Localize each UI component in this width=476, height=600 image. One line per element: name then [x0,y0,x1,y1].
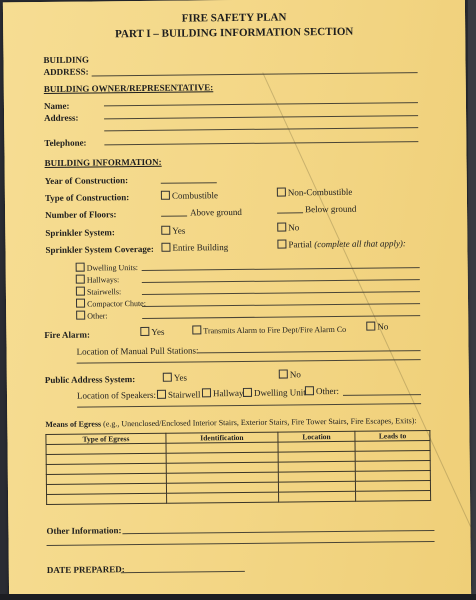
above-ground-label: Above ground [190,206,242,218]
form-paper [3,0,471,600]
coverage-item-dwelling[interactable] [76,262,138,273]
combustible-option[interactable] [161,190,218,201]
checkbox-icon[interactable] [366,322,375,331]
address-label: ADDRESS: [43,66,89,78]
egress-table [45,430,431,505]
hallway-option[interactable] [202,388,244,398]
egress-cell[interactable] [167,492,279,503]
date-prepared-field[interactable] [121,571,245,573]
above-floors-field[interactable] [161,216,187,217]
checkbox-icon[interactable] [163,373,172,382]
building-label: BUILDING [43,54,90,66]
coverage-item-hallways[interactable] [76,274,120,284]
checkbox-icon[interactable] [192,325,201,334]
other-info-field-2[interactable] [47,541,435,546]
checkbox-icon[interactable] [202,388,211,397]
telephone-label: Telephone: [44,137,87,149]
speakers-field-2[interactable] [77,403,421,408]
yes-label: Yes [172,225,186,236]
year-field[interactable] [161,182,217,184]
pull-stations-field[interactable] [197,350,421,353]
alarm-no-option[interactable] [366,321,388,331]
hallway-label: Hallway [212,387,244,399]
transmits-option[interactable] [192,324,346,336]
pull-stations-field-2[interactable] [77,359,421,364]
coverage-item-label: Other: [87,311,108,321]
dwelling-unit-option[interactable] [243,387,306,398]
coverage-item-label: Dwelling Units: [86,263,139,273]
egress-column-header: Leads to [355,430,430,441]
noncombustible-option[interactable] [277,187,353,198]
checkbox-icon[interactable] [140,327,149,336]
form-subtitle: PART I – BUILDING INFORMATION SECTION [115,25,354,41]
partial-option[interactable] [277,238,406,249]
coverage-item-label: Compactor Chute: [86,298,146,309]
sprinkler-yes-option[interactable] [161,226,185,236]
owner-heading: BUILDING OWNER/REPRESENTATIVE: [43,82,214,95]
checkbox-icon[interactable] [305,386,314,395]
speaker-other-option[interactable] [305,386,339,396]
pull-stations-label: Location of Manual Pull Stations: [76,345,199,357]
floors-label: Number of Floors: [45,209,117,221]
other-label: Other: [315,385,340,397]
yes-label: Yes [151,326,165,337]
other-info-label: Other Information: [46,525,122,537]
form-title: FIRE SAFETY PLAN [181,11,287,25]
transmits-label: Transmits Alarm to Fire Dept/Fire Alarm Co [203,324,347,336]
checkbox-icon[interactable] [76,287,85,296]
entire-building-option[interactable] [161,242,228,253]
egress-cell[interactable] [356,490,431,501]
egress-label: Means of Egress [45,419,102,430]
coverage-item-stairwells[interactable] [76,286,121,296]
date-prepared-label: DATE PREPARED: [46,564,125,576]
egress-note: (e.g., Unenclosed/Enclosed Interior Stairs, Exterior Stairs, Fire Tower Stairs, Fire Escapes, Exits): [103,416,417,429]
dwelling-unit-label: Dwelling Unit [253,387,306,398]
no-label: No [377,321,389,332]
checkbox-icon[interactable] [76,263,85,272]
egress-table-body [46,440,431,504]
egress-cell[interactable] [278,491,355,502]
owner-address-label: Address: [44,112,79,124]
pa-yes-option[interactable] [163,373,187,383]
checkbox-icon[interactable] [243,388,252,397]
stairwell-label: Stairwell [167,389,201,400]
coverage-label: Sprinkler System Coverage: [45,243,154,256]
egress-line [45,416,416,429]
checkbox-icon[interactable] [76,299,85,308]
checkbox-icon[interactable] [277,222,286,231]
below-ground-label: Below ground [305,203,357,215]
partial-note: (complete all that apply): [314,238,406,250]
entire-building-label: Entire Building [172,242,229,253]
sprinkler-no-option[interactable] [277,222,299,232]
egress-column-header: Identification [166,432,278,443]
sprinkler-label: Sprinkler System: [45,227,115,239]
checkbox-icon[interactable] [161,226,170,235]
year-label: Year of Construction: [44,175,129,187]
coverage-item-other[interactable] [76,310,108,320]
no-label: No [288,222,300,233]
pa-label: Public Address System: [44,374,136,386]
combustible-label: Combustible [171,190,218,201]
checkbox-icon[interactable] [161,243,170,252]
checkbox-icon[interactable] [157,390,166,399]
background-bottom [0,594,476,600]
fire-alarm-label: Fire Alarm: [44,329,90,341]
below-floors-field[interactable] [277,212,303,213]
name-label: Name: [43,100,70,112]
checkbox-icon[interactable] [76,311,85,320]
alarm-yes-option[interactable] [140,327,164,337]
partial-label: Partial [288,239,312,250]
yes-label: Yes [173,372,187,383]
egress-column-header: Type of Egress [46,433,166,444]
info-heading: BUILDING INFORMATION: [44,156,162,169]
egress-column-header: Location [278,431,355,442]
checkbox-icon[interactable] [161,191,170,200]
checkbox-icon[interactable] [76,275,85,284]
checkbox-icon[interactable] [277,187,286,196]
noncombustible-label: Non-Combustible [287,186,353,198]
no-label: No [289,369,301,380]
speakers-label: Location of Speakers: [76,389,157,401]
other-info-field[interactable] [122,530,434,534]
coverage-item-label: Stairwells: [86,287,122,297]
coverage-item-compactor[interactable] [76,298,146,309]
checkbox-icon[interactable] [277,239,286,248]
stairwell-option[interactable] [157,389,201,399]
pa-no-option[interactable] [279,369,301,379]
coverage-item-label: Hallways: [86,275,120,285]
checkbox-icon[interactable] [279,369,288,378]
type-label: Type of Construction: [44,192,130,204]
egress-cell[interactable] [47,493,167,504]
